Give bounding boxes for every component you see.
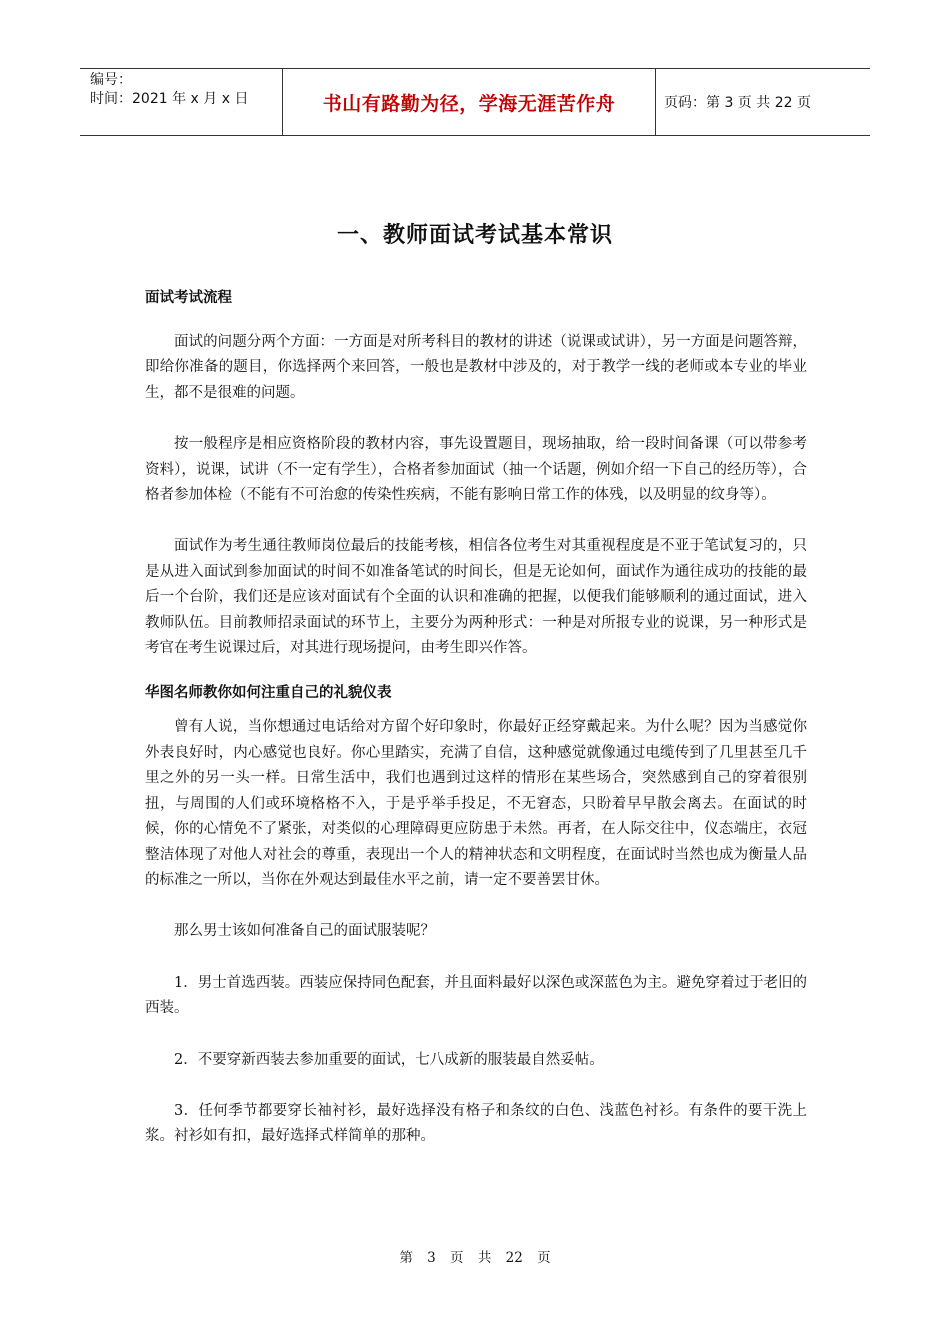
paragraph: 那么男士该如何准备自己的面试服装呢？ xyxy=(174,923,435,940)
paragraph: 面试的问题分两个方面：一方面是对所考科目的教材的讲述（说课或试讲），另一方面是问题答辩，即给你准备的题目，你选择两个来回答，一般也是教材中涉及的，对于教学一线的老师或本专业的毕业生，都不是很难的问题。 xyxy=(145,334,807,401)
time-label: 时间：2021 年 x 月 x 日 xyxy=(90,91,249,107)
footer-prefix: 第 xyxy=(399,1250,413,1266)
list-item: 1．男士首选西装。西装应保持同色配套，并且面料最好以深色或深蓝色为主。避免穿着过于老旧的西装。 xyxy=(145,974,807,1017)
header-meta-cell xyxy=(80,69,282,135)
footer-current-page: 3 xyxy=(427,1250,436,1266)
document-header xyxy=(80,68,870,136)
footer-page-word: 页 xyxy=(450,1250,464,1266)
serial-label: 编号： xyxy=(90,72,132,88)
section-heading-interview-process: 面试考试流程 xyxy=(145,290,232,306)
list-item: 2．不要穿新西装去参加重要的面试，七八成新的服装最自然妥帖。 xyxy=(174,1051,604,1068)
footer-suffix: 页 xyxy=(537,1250,551,1266)
document-title: 一、教师面试考试基本常识 xyxy=(336,223,613,248)
paragraph: 按一般程序是相应资格阶段的教材内容，事先设置题目，现场抽取，给一段时间备课（可以带参考资料），说课，试讲（不一定有学生），合格者参加面试（抽一个话题，例如介绍一下自己的经历等），合格者参加体检（不能有不可治愈的传染性疾病，不能有影响日常工作的体残，以及明显的纹身等）。 xyxy=(145,436,807,504)
document-body xyxy=(145,286,807,1150)
paragraph: 面试作为考生通往教师岗位最后的技能考核，相信各位考生对其重视程度是不亚于笔试复习的，只是从进入面试到参加面试的时间不如准备笔试的时间长，但是无论如何，面试作为通往成功的技能的最后一个台阶，我们还是应该对面试有个全面的认识和准确的把握，以便我们能够顺利的通过面试，进入教师队伍。目前教师招录面试的环节上，主要分为两种形式：一种是对所报专业的说课，另一种形式是考官在考生说课过后，对其进行现场提问，由考生即兴作答。 xyxy=(145,538,807,657)
footer-total-pages: 22 xyxy=(505,1250,523,1266)
header-page-info: 页码：第 3 页 共 22 页 xyxy=(664,95,811,111)
footer-total-word: 共 xyxy=(477,1250,492,1266)
section-heading-appearance: 华图名师教你如何注重自己的礼貌仪表 xyxy=(145,685,392,702)
page-footer xyxy=(0,1246,950,1266)
list-item: 3．任何季节都要穿长袖衬衫，最好选择没有格子和条纹的白色、浅蓝色衬衫。有条件的要干洗上浆。衬衫如有扣，最好选择式样简单的那种。 xyxy=(145,1102,807,1145)
header-motto: 书山有路勤为径，学海无涯苦作舟 xyxy=(282,69,656,135)
paragraph: 曾有人说，当你想通过电话给对方留个好印象时，你最好正经穿戴起来。为什么呢？因为当感觉你外表良好时，内心感觉也良好。你心里踏实，充满了自信，这种感觉就像通过电缆传到了几里甚至几千里之外的另一头一样。日常生活中，我们也遇到过这样的情形在某些场合，突然感到自己的穿着很别扭，与周围的人们或环境格格不入，于是乎举手投足，不无窘态，只盼着早早散会离去。在面试的时候，你的心情免不了紧张，对类似的心理障碍更应防患于未然。再者，在人际交往中，仪态端庄，衣冠整洁体现了对他人对社会的尊重，表现出一个人的精神状态和文明程度，在面试时当然也成为衡量人品的标准之一所以，当你在外观达到最佳水平之前，请一定不要善罢甘休。 xyxy=(145,719,807,888)
